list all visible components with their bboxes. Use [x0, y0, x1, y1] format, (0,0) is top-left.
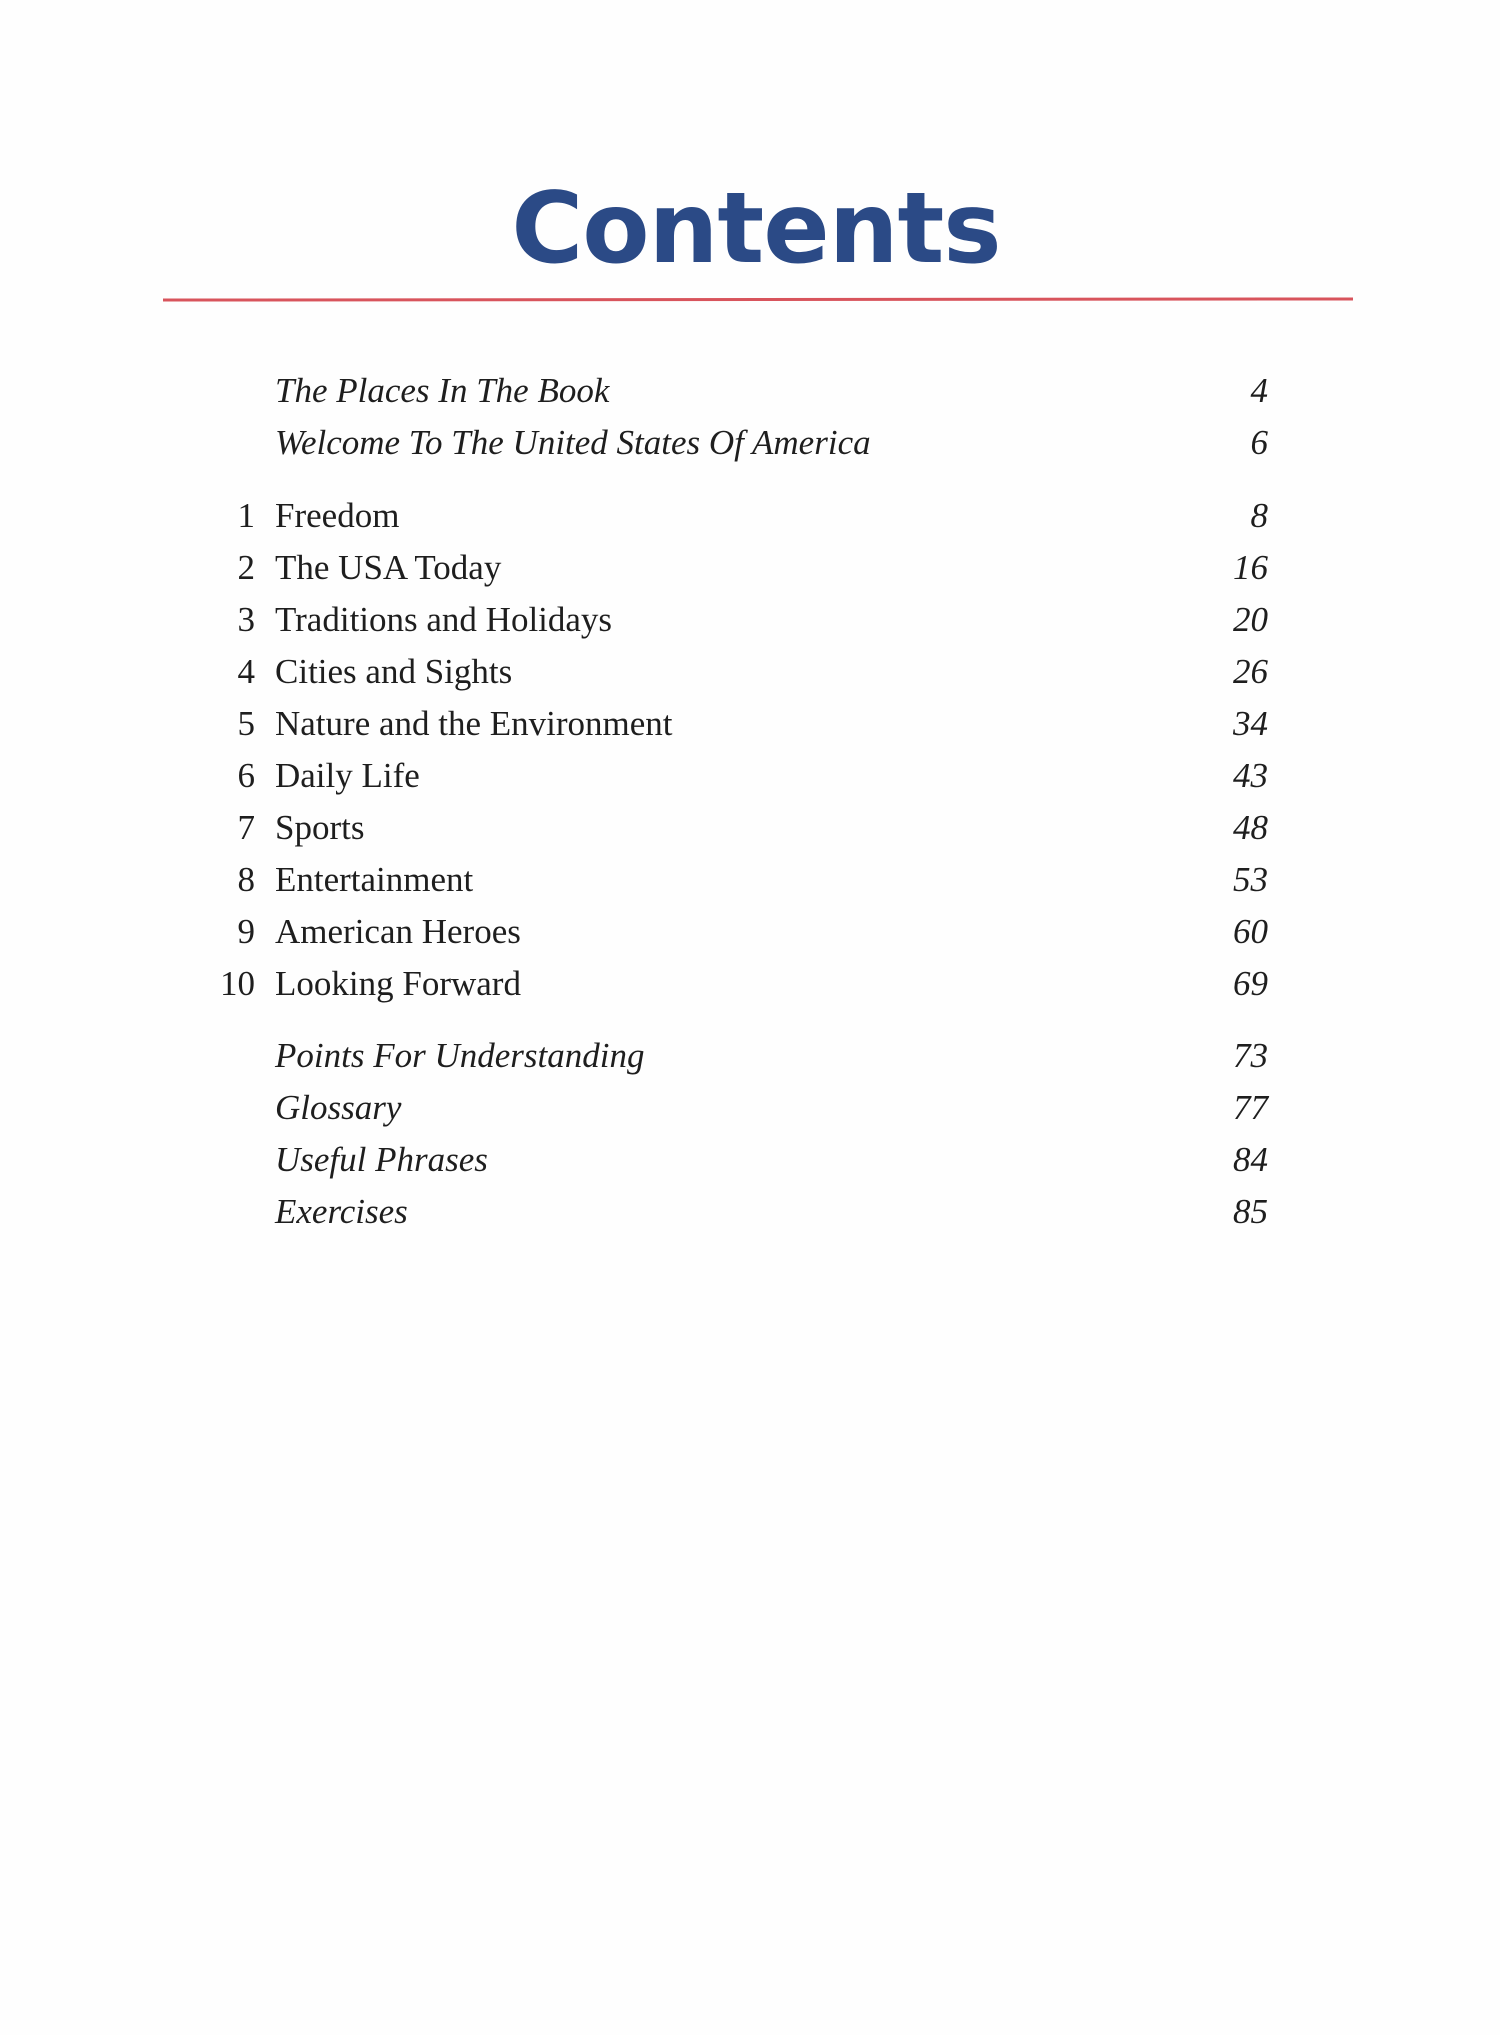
toc-entry-glossary[interactable] — [0, 1082, 1500, 1134]
chapter-title: Daily Life — [275, 756, 420, 795]
chapter-title: American Heroes — [275, 912, 521, 951]
chapter-title: Cities and Sights — [275, 652, 513, 691]
toc-chapter-4[interactable] — [0, 646, 1500, 698]
chapter-number: 1 — [237, 496, 255, 535]
chapter-page: 16 — [1233, 548, 1268, 587]
toc-entry-label: Useful Phrases — [275, 1140, 488, 1179]
chapter-number: 6 — [237, 756, 255, 795]
chapter-page: 60 — [1233, 912, 1268, 951]
chapter-title: Freedom — [275, 496, 400, 535]
toc-entry-page: 85 — [1233, 1192, 1268, 1231]
chapter-number: 2 — [237, 548, 255, 587]
page-title: Contents — [511, 172, 1001, 286]
chapter-page: 48 — [1233, 808, 1268, 847]
chapter-number: 7 — [237, 808, 255, 847]
chapter-number: 9 — [237, 912, 255, 951]
chapter-title: Looking Forward — [275, 964, 521, 1003]
toc-chapter-8[interactable] — [0, 854, 1500, 906]
toc-chapter-5[interactable] — [0, 698, 1500, 750]
chapter-page: 8 — [1250, 496, 1268, 535]
chapter-title: The USA Today — [275, 548, 502, 587]
toc-entry-phrases[interactable] — [0, 1134, 1500, 1186]
chapter-number: 4 — [237, 652, 255, 691]
chapter-page: 34 — [1233, 704, 1268, 743]
chapter-title: Sports — [275, 808, 365, 847]
chapter-page: 53 — [1233, 860, 1268, 899]
toc-entry-label: The Places In The Book — [275, 371, 610, 410]
chapter-page: 20 — [1233, 600, 1268, 639]
toc-entry-label: Points For Understanding — [275, 1036, 645, 1075]
chapter-number: 5 — [237, 704, 255, 743]
toc-entry-exercises[interactable] — [0, 1186, 1500, 1238]
toc-chapter-10[interactable] — [0, 958, 1500, 1010]
chapter-number: 10 — [220, 964, 255, 1003]
toc-entry-page: 77 — [1233, 1088, 1268, 1127]
toc-entry-label: Glossary — [275, 1088, 402, 1127]
chapter-title: Traditions and Holidays — [275, 600, 613, 639]
toc-entry-page: 6 — [1250, 423, 1268, 462]
toc-chapter-9[interactable] — [0, 906, 1500, 958]
toc-entry-page: 73 — [1233, 1036, 1268, 1075]
toc-entry-page: 4 — [1250, 371, 1268, 410]
toc-entry-places[interactable] — [0, 365, 1500, 417]
chapter-title: Nature and the Environment — [275, 704, 673, 743]
chapter-number: 8 — [237, 860, 255, 899]
toc-chapter-7[interactable] — [0, 802, 1500, 854]
toc-chapter-2[interactable] — [0, 542, 1500, 594]
title-underline — [163, 297, 1353, 301]
toc-chapter-6[interactable] — [0, 750, 1500, 802]
toc-entry-welcome[interactable] — [0, 417, 1500, 469]
toc-chapter-1[interactable] — [0, 490, 1500, 542]
chapter-page: 26 — [1233, 652, 1268, 691]
chapter-number: 3 — [237, 600, 255, 639]
toc-entry-label: Exercises — [275, 1192, 408, 1231]
chapter-page: 69 — [1233, 964, 1268, 1003]
toc-chapter-3[interactable] — [0, 594, 1500, 646]
toc-entry-label: Welcome To The United States Of America — [275, 423, 871, 462]
chapter-page: 43 — [1233, 756, 1268, 795]
toc-entry-page: 84 — [1233, 1140, 1268, 1179]
toc-entry-points[interactable] — [0, 1030, 1500, 1082]
chapter-title: Entertainment — [275, 860, 474, 899]
